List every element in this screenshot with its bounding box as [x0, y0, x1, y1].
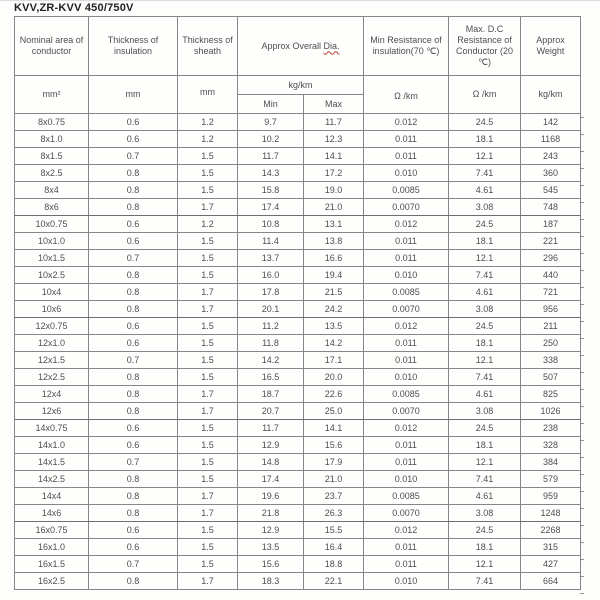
cell-dia-min: 16.0	[238, 267, 304, 284]
cell-max-dc-resistance: 4.61	[449, 386, 521, 403]
cell-nominal-area: 8x4	[15, 182, 89, 199]
cell-nominal-area: 12x4	[15, 386, 89, 403]
header-overall-dia-word: Dia.	[323, 40, 340, 51]
cell-sheath-thickness: 1.2	[178, 131, 238, 148]
table-row	[15, 556, 581, 573]
cell-dia-min: 11.7	[238, 420, 304, 437]
cell-dia-max: 14.2	[304, 335, 364, 352]
table-row	[15, 369, 581, 386]
cell-min-resistance: 0.0070	[364, 301, 449, 318]
cell-sheath-thickness: 1.5	[178, 522, 238, 539]
cell-dia-min: 14.2	[238, 352, 304, 369]
cell-max-dc-resistance: 12.1	[449, 352, 521, 369]
cell-sheath-thickness: 1.7	[178, 301, 238, 318]
cell-min-resistance: 0.0070	[364, 199, 449, 216]
table-row	[15, 488, 581, 505]
cell-max-dc-resistance: 7.41	[449, 267, 521, 284]
cell-approx-weight: 664	[521, 573, 581, 590]
cell-dia-min: 20.1	[238, 301, 304, 318]
cell-dia-max: 13.5	[304, 318, 364, 335]
cell-insulation-thickness: 0.7	[89, 556, 178, 573]
cell-dia-min: 13.7	[238, 250, 304, 267]
cell-nominal-area: 10x4	[15, 284, 89, 301]
cell-min-resistance: 0.011	[364, 437, 449, 454]
cell-sheath-thickness: 1.5	[178, 454, 238, 471]
table-row	[15, 386, 581, 403]
cell-approx-weight: 1026	[521, 403, 581, 420]
cell-dia-max: 18.8	[304, 556, 364, 573]
cell-insulation-thickness: 0.6	[89, 233, 178, 250]
cell-sheath-thickness: 1.5	[178, 233, 238, 250]
cell-nominal-area: 14x6	[15, 505, 89, 522]
cell-max-dc-resistance: 24.5	[449, 522, 521, 539]
cell-dia-max: 16.6	[304, 250, 364, 267]
cell-min-resistance: 0.0085	[364, 284, 449, 301]
cell-min-resistance: 0.012	[364, 318, 449, 335]
cell-max-dc-resistance: 12.1	[449, 556, 521, 573]
table-row	[15, 471, 581, 488]
cell-dia-max: 19.4	[304, 267, 364, 284]
header-insulation-thickness: Thickness of insulation	[89, 17, 178, 76]
cell-insulation-thickness: 0.8	[89, 165, 178, 182]
cell-max-dc-resistance: 3.08	[449, 301, 521, 318]
cell-sheath-thickness: 1.5	[178, 420, 238, 437]
cell-nominal-area: 16x0.75	[15, 522, 89, 539]
unit-overall-dia: kg/km	[238, 76, 364, 95]
cell-approx-weight: 825	[521, 386, 581, 403]
cell-approx-weight: 748	[521, 199, 581, 216]
cell-min-resistance: 0.010	[364, 369, 449, 386]
cell-approx-weight: 238	[521, 420, 581, 437]
unit-insulation-thickness: mm	[89, 76, 178, 114]
cell-max-dc-resistance: 18.1	[449, 335, 521, 352]
cell-sheath-thickness: 1.7	[178, 199, 238, 216]
cell-sheath-thickness: 1.5	[178, 471, 238, 488]
cell-min-resistance: 0.011	[364, 233, 449, 250]
cell-dia-min: 9.7	[238, 114, 304, 131]
table-row	[15, 199, 581, 216]
cell-min-resistance: 0.0070	[364, 505, 449, 522]
cell-sheath-thickness: 1.5	[178, 318, 238, 335]
header-nominal-area: Nominal area of conductor	[15, 17, 89, 76]
cell-nominal-area: 14x1.0	[15, 437, 89, 454]
cell-min-resistance: 0.012	[364, 420, 449, 437]
cell-nominal-area: 8x2.5	[15, 165, 89, 182]
unit-nominal-area: mm²	[15, 76, 89, 114]
cell-sheath-thickness: 1.5	[178, 148, 238, 165]
cell-min-resistance: 0.011	[364, 352, 449, 369]
cell-sheath-thickness: 1.7	[178, 284, 238, 301]
cell-approx-weight: 360	[521, 165, 581, 182]
cell-insulation-thickness: 0.6	[89, 216, 178, 233]
cell-nominal-area: 8x0.75	[15, 114, 89, 131]
table-header	[15, 17, 581, 114]
cell-dia-min: 17.8	[238, 284, 304, 301]
cell-approx-weight: 579	[521, 471, 581, 488]
table-row	[15, 539, 581, 556]
cell-min-resistance: 0.0085	[364, 182, 449, 199]
cell-min-resistance: 0.012	[364, 114, 449, 131]
table-row	[15, 148, 581, 165]
cell-sheath-thickness: 1.7	[178, 403, 238, 420]
cell-approx-weight: 1248	[521, 505, 581, 522]
cell-dia-max: 13.8	[304, 233, 364, 250]
cell-min-resistance: 0.0070	[364, 403, 449, 420]
cell-nominal-area: 16x1.5	[15, 556, 89, 573]
cell-max-dc-resistance: 12.1	[449, 148, 521, 165]
cell-min-resistance: 0.011	[364, 148, 449, 165]
cell-max-dc-resistance: 24.5	[449, 114, 521, 131]
cell-sheath-thickness: 1.5	[178, 556, 238, 573]
table-row	[15, 505, 581, 522]
cell-nominal-area: 14x1.5	[15, 454, 89, 471]
cell-insulation-thickness: 0.8	[89, 488, 178, 505]
cell-approx-weight: 1168	[521, 131, 581, 148]
cell-nominal-area: 14x2.5	[15, 471, 89, 488]
cell-max-dc-resistance: 18.1	[449, 539, 521, 556]
cable-spec-table	[14, 16, 581, 590]
cell-nominal-area: 8x1.5	[15, 148, 89, 165]
unit-approx-weight: kg/km	[521, 76, 581, 114]
cell-approx-weight: 956	[521, 301, 581, 318]
cell-dia-min: 16.5	[238, 369, 304, 386]
cell-min-resistance: 0.011	[364, 335, 449, 352]
cell-dia-max: 17.9	[304, 454, 364, 471]
cell-dia-max: 23.7	[304, 488, 364, 505]
cell-dia-min: 11.7	[238, 148, 304, 165]
table-row	[15, 131, 581, 148]
cell-min-resistance: 0.010	[364, 471, 449, 488]
cell-approx-weight: 440	[521, 267, 581, 284]
cell-dia-max: 14.1	[304, 420, 364, 437]
cell-dia-min: 17.4	[238, 471, 304, 488]
cell-sheath-thickness: 1.5	[178, 352, 238, 369]
cell-approx-weight: 384	[521, 454, 581, 471]
cell-insulation-thickness: 0.8	[89, 505, 178, 522]
cell-dia-min: 17.4	[238, 199, 304, 216]
cell-min-resistance: 0.010	[364, 267, 449, 284]
cell-approx-weight: 721	[521, 284, 581, 301]
cell-max-dc-resistance: 24.5	[449, 216, 521, 233]
cell-dia-max: 21.0	[304, 471, 364, 488]
table-row	[15, 250, 581, 267]
cell-sheath-thickness: 1.5	[178, 437, 238, 454]
cell-approx-weight: 221	[521, 233, 581, 250]
cell-approx-weight: 427	[521, 556, 581, 573]
cell-max-dc-resistance: 12.1	[449, 454, 521, 471]
header-max-dc-resistance: Max. D.C Resistance of Conductor (20 ℃)	[449, 17, 521, 76]
table-row	[15, 233, 581, 250]
right-edge-line-stubs	[580, 117, 584, 594]
cell-insulation-thickness: 0.7	[89, 454, 178, 471]
cell-dia-min: 14.8	[238, 454, 304, 471]
header-overall-dia	[238, 17, 364, 76]
cell-nominal-area: 12x6	[15, 403, 89, 420]
cell-approx-weight: 142	[521, 114, 581, 131]
cell-nominal-area: 12x2.5	[15, 369, 89, 386]
cell-insulation-thickness: 0.7	[89, 148, 178, 165]
cell-dia-max: 26.3	[304, 505, 364, 522]
cell-dia-max: 11.7	[304, 114, 364, 131]
cell-dia-min: 18.3	[238, 573, 304, 590]
cell-max-dc-resistance: 3.08	[449, 199, 521, 216]
cell-dia-min: 11.8	[238, 335, 304, 352]
cell-insulation-thickness: 0.7	[89, 250, 178, 267]
cell-dia-min: 11.2	[238, 318, 304, 335]
cell-sheath-thickness: 1.2	[178, 216, 238, 233]
cell-insulation-thickness: 0.8	[89, 182, 178, 199]
table-row	[15, 420, 581, 437]
cell-nominal-area: 8x6	[15, 199, 89, 216]
cell-nominal-area: 12x0.75	[15, 318, 89, 335]
table-row	[15, 318, 581, 335]
cell-sheath-thickness: 1.5	[178, 369, 238, 386]
cell-approx-weight: 250	[521, 335, 581, 352]
cell-max-dc-resistance: 7.41	[449, 165, 521, 182]
cell-insulation-thickness: 0.8	[89, 267, 178, 284]
table-row	[15, 267, 581, 284]
cell-insulation-thickness: 0.6	[89, 131, 178, 148]
cell-approx-weight: 2268	[521, 522, 581, 539]
cell-nominal-area: 8x1.0	[15, 131, 89, 148]
table-title: KVV,ZR-KVV 450/750V	[14, 2, 134, 14]
cell-dia-min: 12.9	[238, 522, 304, 539]
cell-insulation-thickness: 0.8	[89, 199, 178, 216]
table-row	[15, 335, 581, 352]
cell-min-resistance: 0.012	[364, 522, 449, 539]
cell-max-dc-resistance: 4.61	[449, 284, 521, 301]
table-row	[15, 182, 581, 199]
cell-dia-max: 17.2	[304, 165, 364, 182]
cell-approx-weight: 328	[521, 437, 581, 454]
cell-nominal-area: 10x1.0	[15, 233, 89, 250]
cell-max-dc-resistance: 4.61	[449, 488, 521, 505]
cell-insulation-thickness: 0.6	[89, 437, 178, 454]
cell-max-dc-resistance: 12.1	[449, 250, 521, 267]
cell-insulation-thickness: 0.8	[89, 369, 178, 386]
cell-dia-max: 14.1	[304, 148, 364, 165]
cell-insulation-thickness: 0.8	[89, 386, 178, 403]
subheader-dia-min: Min	[238, 95, 304, 114]
cell-dia-min: 11.4	[238, 233, 304, 250]
cell-dia-min: 19.6	[238, 488, 304, 505]
cell-dia-max: 15.5	[304, 522, 364, 539]
cell-dia-min: 12.9	[238, 437, 304, 454]
table-row	[15, 403, 581, 420]
cell-insulation-thickness: 0.8	[89, 301, 178, 318]
cell-dia-max: 17.1	[304, 352, 364, 369]
cell-nominal-area: 12x1.0	[15, 335, 89, 352]
header-min-resistance: Min Resistance of insulation(70 ℃)	[364, 17, 449, 76]
cell-nominal-area: 10x1.5	[15, 250, 89, 267]
cell-dia-max: 21.5	[304, 284, 364, 301]
cell-dia-min: 10.2	[238, 131, 304, 148]
cell-approx-weight: 243	[521, 148, 581, 165]
cell-max-dc-resistance: 7.41	[449, 471, 521, 488]
cell-min-resistance: 0.011	[364, 250, 449, 267]
cell-min-resistance: 0.011	[364, 131, 449, 148]
table-row	[15, 352, 581, 369]
cell-min-resistance: 0.011	[364, 556, 449, 573]
cell-dia-min: 15.6	[238, 556, 304, 573]
cell-min-resistance: 0.0085	[364, 386, 449, 403]
cell-max-dc-resistance: 18.1	[449, 233, 521, 250]
cell-sheath-thickness: 1.7	[178, 505, 238, 522]
cell-dia-max: 21.0	[304, 199, 364, 216]
cell-dia-min: 10.8	[238, 216, 304, 233]
cell-insulation-thickness: 0.8	[89, 471, 178, 488]
cell-min-resistance: 0.012	[364, 216, 449, 233]
cell-sheath-thickness: 1.5	[178, 335, 238, 352]
cell-sheath-thickness: 1.5	[178, 539, 238, 556]
cell-insulation-thickness: 0.6	[89, 420, 178, 437]
table-row	[15, 301, 581, 318]
cell-insulation-thickness: 0.6	[89, 522, 178, 539]
table-row	[15, 216, 581, 233]
cell-max-dc-resistance: 7.41	[449, 369, 521, 386]
cell-min-resistance: 0.011	[364, 539, 449, 556]
cell-insulation-thickness: 0.7	[89, 352, 178, 369]
cell-nominal-area: 16x1.0	[15, 539, 89, 556]
table-row	[15, 114, 581, 131]
unit-min-resistance: Ω /km	[364, 76, 449, 114]
cell-insulation-thickness: 0.6	[89, 318, 178, 335]
cell-nominal-area: 12x1.5	[15, 352, 89, 369]
cell-nominal-area: 14x4	[15, 488, 89, 505]
cell-dia-max: 13.1	[304, 216, 364, 233]
cell-nominal-area: 16x2.5	[15, 573, 89, 590]
cell-dia-max: 12.3	[304, 131, 364, 148]
cell-max-dc-resistance: 3.08	[449, 403, 521, 420]
cell-sheath-thickness: 1.7	[178, 386, 238, 403]
table-row	[15, 573, 581, 590]
cell-insulation-thickness: 0.6	[89, 539, 178, 556]
cell-dia-min: 20.7	[238, 403, 304, 420]
table-row	[15, 437, 581, 454]
cell-approx-weight: 507	[521, 369, 581, 386]
cell-dia-min: 15.8	[238, 182, 304, 199]
cell-approx-weight: 545	[521, 182, 581, 199]
cell-approx-weight: 296	[521, 250, 581, 267]
cell-approx-weight: 959	[521, 488, 581, 505]
subheader-dia-max: Max	[304, 95, 364, 114]
cell-nominal-area: 10x6	[15, 301, 89, 318]
cell-max-dc-resistance: 3.08	[449, 505, 521, 522]
cell-nominal-area: 10x0.75	[15, 216, 89, 233]
cell-dia-max: 15.6	[304, 437, 364, 454]
header-sheath-thickness: Thickness of sheath	[178, 17, 238, 76]
cell-sheath-thickness: 1.5	[178, 267, 238, 284]
cell-sheath-thickness: 1.7	[178, 573, 238, 590]
header-approx-weight: Approx Weight	[521, 17, 581, 76]
cell-approx-weight: 187	[521, 216, 581, 233]
cell-insulation-thickness: 0.8	[89, 573, 178, 590]
cell-approx-weight: 338	[521, 352, 581, 369]
cell-approx-weight: 211	[521, 318, 581, 335]
cell-max-dc-resistance: 24.5	[449, 318, 521, 335]
cell-nominal-area: 14x0.75	[15, 420, 89, 437]
cell-max-dc-resistance: 24.5	[449, 420, 521, 437]
cell-dia-min: 14.3	[238, 165, 304, 182]
cell-min-resistance: 0.011	[364, 454, 449, 471]
table-row	[15, 284, 581, 301]
cell-insulation-thickness: 0.6	[89, 114, 178, 131]
cell-insulation-thickness: 0.8	[89, 403, 178, 420]
cell-sheath-thickness: 1.7	[178, 488, 238, 505]
cell-dia-min: 21.8	[238, 505, 304, 522]
table-row	[15, 454, 581, 471]
cell-sheath-thickness: 1.5	[178, 165, 238, 182]
cell-dia-min: 18.7	[238, 386, 304, 403]
unit-sheath-thickness: mm	[178, 76, 238, 114]
cell-max-dc-resistance: 4.61	[449, 182, 521, 199]
cell-dia-min: 13.5	[238, 539, 304, 556]
cell-nominal-area: 10x2.5	[15, 267, 89, 284]
cell-dia-max: 19.0	[304, 182, 364, 199]
cell-dia-max: 22.6	[304, 386, 364, 403]
cell-dia-max: 16.4	[304, 539, 364, 556]
table-row	[15, 522, 581, 539]
cell-dia-max: 24.2	[304, 301, 364, 318]
cell-sheath-thickness: 1.5	[178, 250, 238, 267]
cell-insulation-thickness: 0.6	[89, 335, 178, 352]
cell-min-resistance: 0.010	[364, 573, 449, 590]
cell-min-resistance: 0.0085	[364, 488, 449, 505]
cell-sheath-thickness: 1.2	[178, 114, 238, 131]
cell-dia-max: 25.0	[304, 403, 364, 420]
cell-min-resistance: 0.010	[364, 165, 449, 182]
table-body	[15, 114, 581, 590]
cell-max-dc-resistance: 18.1	[449, 437, 521, 454]
cell-max-dc-resistance: 7.41	[449, 573, 521, 590]
cell-sheath-thickness: 1.5	[178, 182, 238, 199]
cell-insulation-thickness: 0.8	[89, 284, 178, 301]
cell-approx-weight: 315	[521, 539, 581, 556]
cell-dia-max: 22.1	[304, 573, 364, 590]
header-overall-dia-prefix: Approx Overall	[261, 40, 324, 51]
cell-max-dc-resistance: 18.1	[449, 131, 521, 148]
unit-max-dc-resistance: Ω /km	[449, 76, 521, 114]
table-row	[15, 165, 581, 182]
cell-dia-max: 20.0	[304, 369, 364, 386]
